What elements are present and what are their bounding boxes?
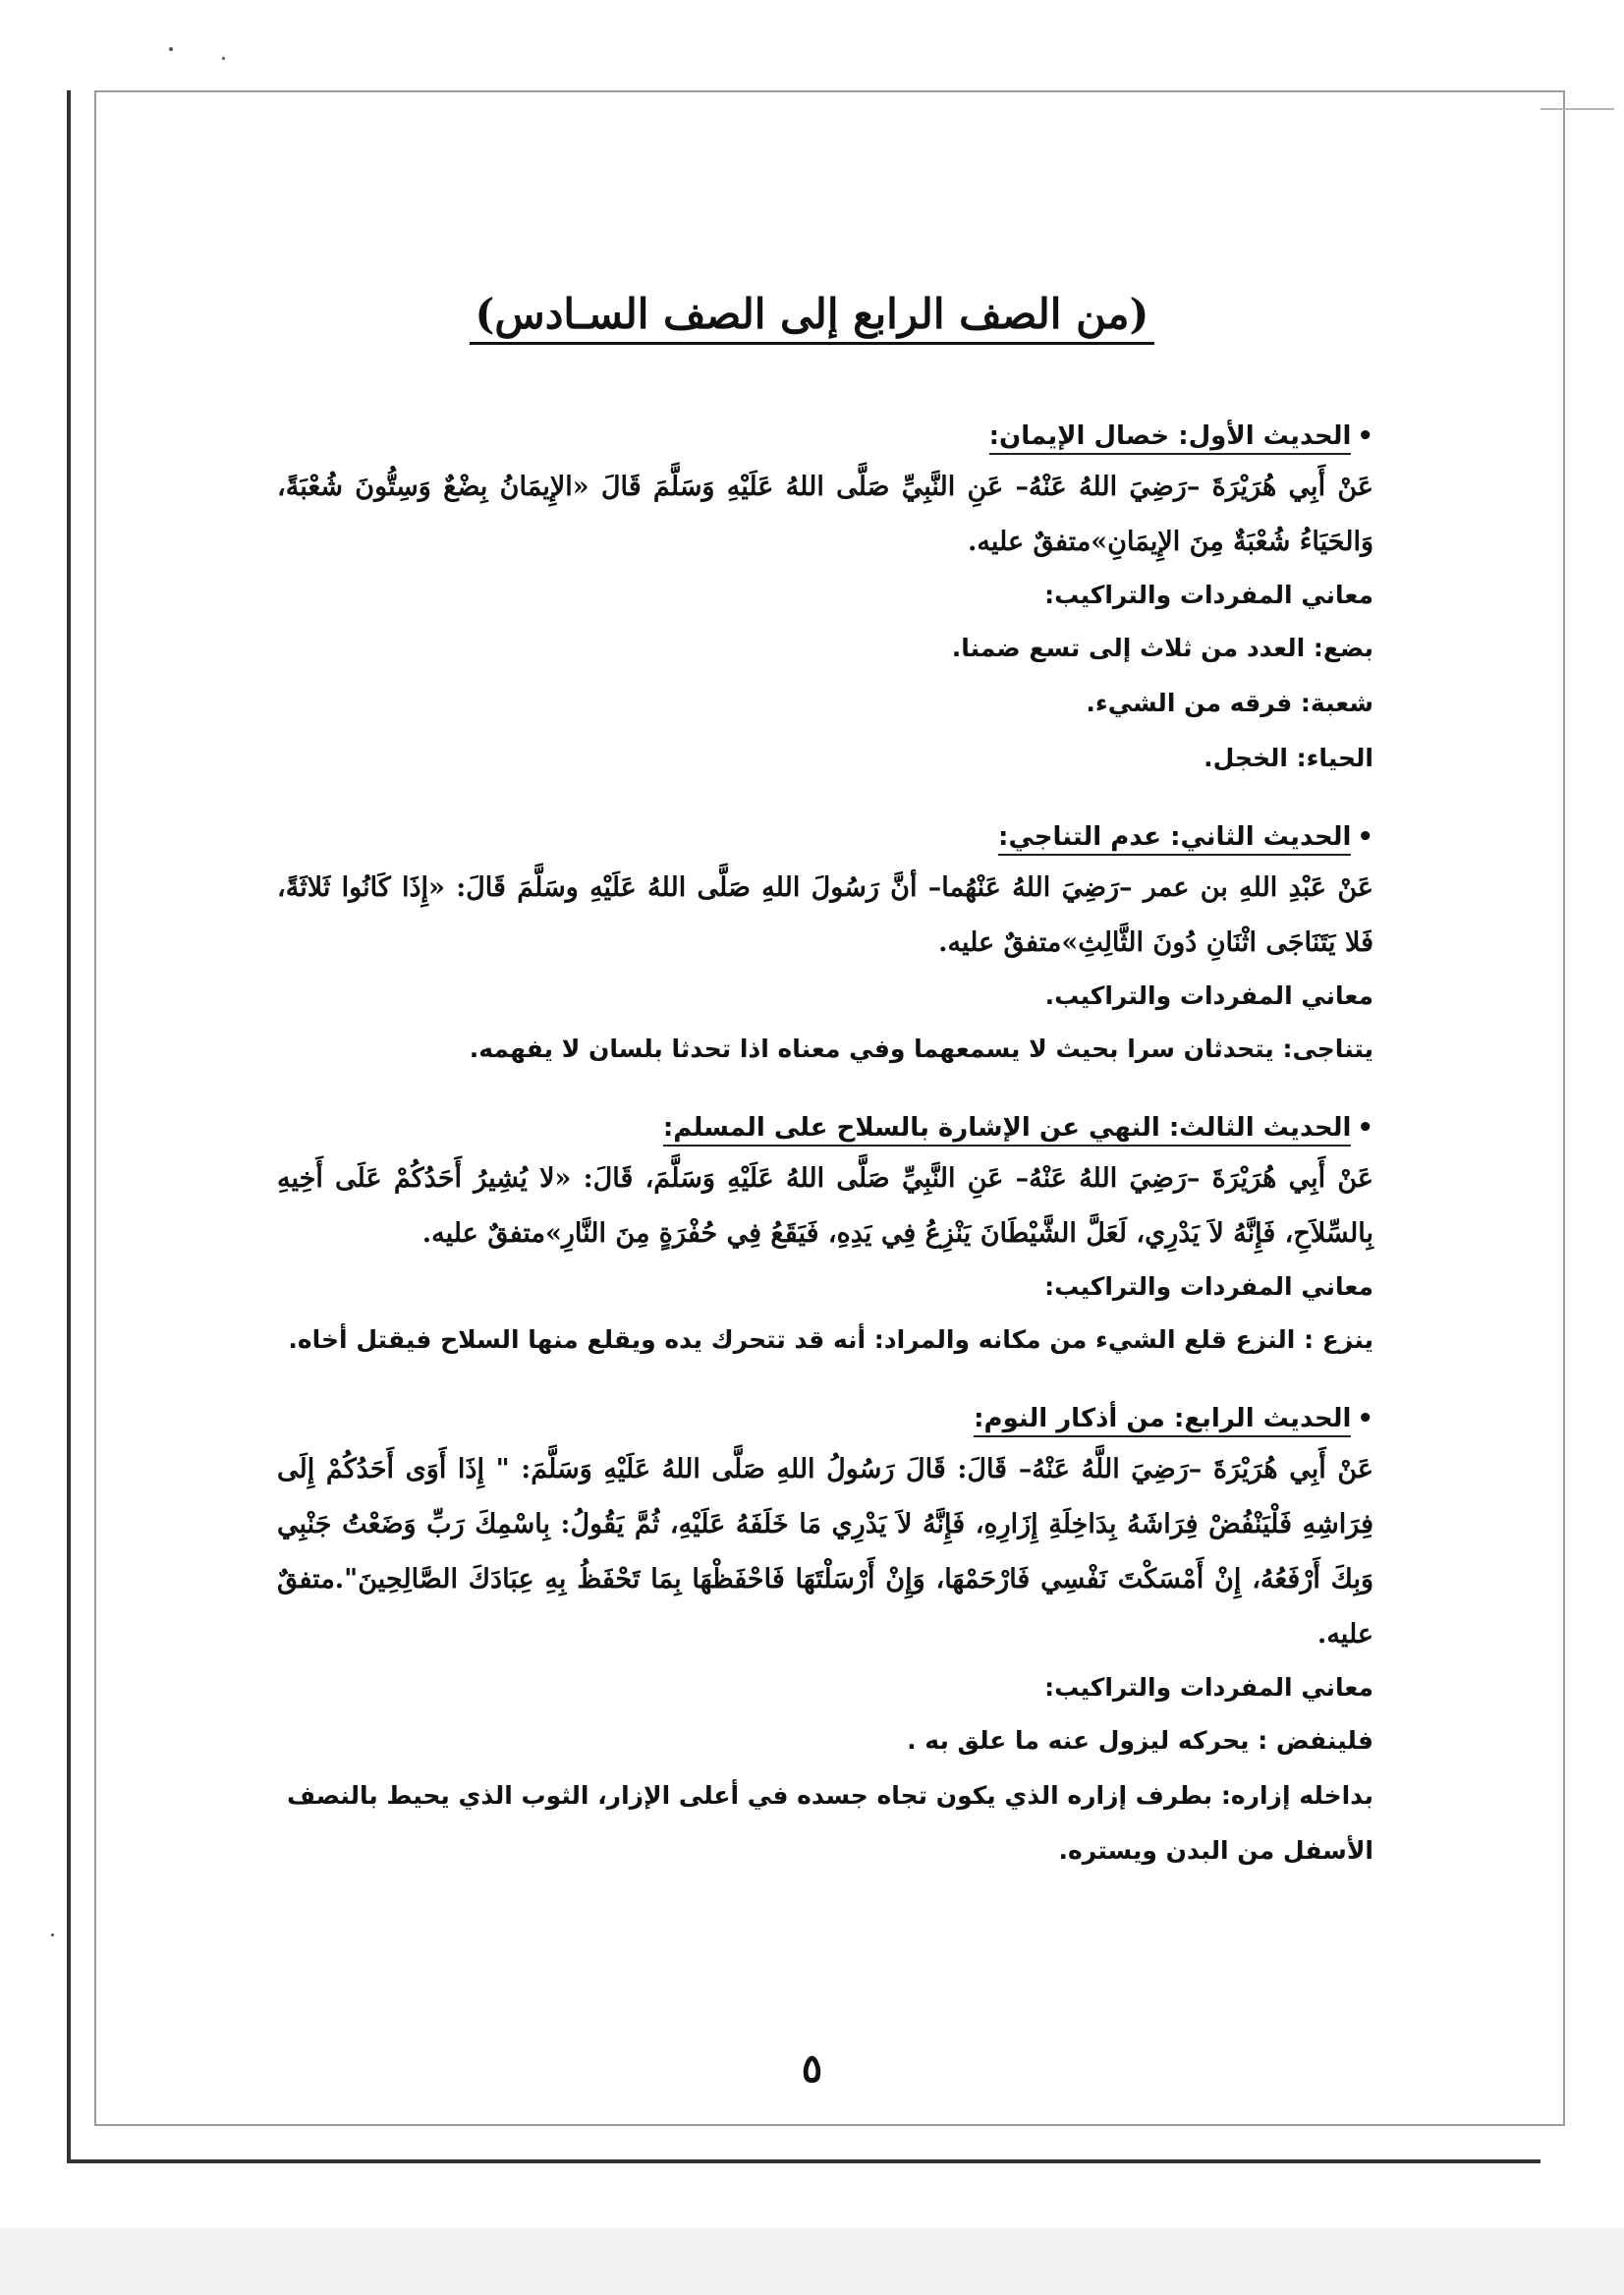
bullet-icon: • xyxy=(1357,421,1373,451)
hadith-text: عَنْ أَبِي هُرَيْرَةَ –رَضِيَ اللهُ عَنْهُ– عَنِ النَّبِيِّ صَلَّى اللهُ عَلَيْهِ وَسَلَّمَ قَالَ «الإِيمَانُ بِضْعٌ وَسِتُّونَ شُعْبَةً، وَالحَيَاءُ شُعْبَةٌ مِنَ الإِيمَانِ»متفقٌ عليه. xyxy=(277,472,1373,557)
vocab-item: بضع: العدد من ثلاث إلى تسع ضمنا. xyxy=(951,634,1373,662)
hadith-text: عَنْ أَبِي هُرَيْرَةَ –رَضِيَ اللهُ عَنْهُ– عَنِ النَّبِيِّ صَلَّى اللهُ عَلَيْهِ وَسَلَّمَ، قَالَ: «لا يُشِيرُ أَحَدُكُمْ عَلَى أَخِيهِ بِالسِّلاَحِ، فَإِنَّهُ لاَ يَدْرِي، لَعَلَّ الشَّيْطَانَ يَنْزِعُ فِي يَدِهِ، فَيَقَعُ فِي حُفْرَةٍ مِنَ النَّارِ»متفقٌ عليه. xyxy=(277,1163,1373,1249)
hadith-heading-text: الحديث الأول: خصال الإيمان: xyxy=(989,421,1352,455)
vocab-title: معاني المفردات والتراكيب: xyxy=(1044,1673,1373,1702)
bullet-icon: • xyxy=(1357,822,1373,852)
hadith-heading xyxy=(277,413,1373,460)
scan-bottom-shade xyxy=(0,2228,1624,2295)
hadith-2 xyxy=(277,813,1373,1077)
hadith-4 xyxy=(277,1395,1373,1878)
hadith-3 xyxy=(277,1104,1373,1368)
hadith-text: عَنْ أَبِي هُرَيْرَةَ –رَضِيَ اللَّهُ عَنْهُ– قَالَ: قَالَ رَسُولُ اللهِ صَلَّى اللهُ عَلَيْهِ وَسَلَّمَ: " إِذَا أَوَى أَحَدُكُمْ إِلَى فِرَاشِهِ فَلْيَنْفُضْ فِرَاشَهُ بِدَاخِلَةِ إِزَارِهِ، فَإِنَّهُ لاَ يَدْرِي مَا خَلَفَهُ عَلَيْهِ، ثُمَّ يَقُولُ: بِاسْمِكَ رَبِّ وَضَعْتُ جَنْبِي وَبِكَ أَرْفَعُهُ، إِنْ أَمْسَكْتَ نَفْسِي فَارْحَمْهَا، وَإِنْ أَرْسَلْتَهَا فَاحْفَظْهَا بِمَا تَحْفَظُ بِهِ عِبَادَكَ الصَّالِحِينَ".متفقٌ عليه. xyxy=(277,1454,1373,1650)
vocab-item: بداخله إزاره: بطرف إزاره الذي يكون تجاه جسده في أعلى الإزار، الثوب الذي يحيط بالنصف الأسفل من البدن ويستره. xyxy=(286,1781,1373,1865)
vocab-item: شعبة: فرقه من الشيء. xyxy=(1086,689,1373,717)
page-border-left xyxy=(67,90,71,2161)
scan-speck xyxy=(222,57,225,60)
hadith-heading xyxy=(277,813,1373,861)
hadith-heading xyxy=(277,1395,1373,1442)
hadith-heading-text: الحديث الثاني: عدم التناجي: xyxy=(998,822,1351,856)
vocab-title: معاني المفردات والتراكيب: xyxy=(1044,1272,1373,1301)
vocab-item: فلينفض : يحركه ليزول عنه ما علق به . xyxy=(907,1726,1373,1755)
hadith-heading-text: الحديث الثالث: النهي عن الإشارة بالسلاح على المسلم: xyxy=(663,1113,1352,1147)
hadith-heading-text: الحديث الرابع: من أذكار النوم: xyxy=(974,1404,1351,1437)
hadith-text: عَنْ عَبْدِ اللهِ بن عمر –رَضِيَ اللهُ عَنْهُما– أنَّ رَسُولَ اللهِ صَلَّى اللهُ عَلَيْهِ وسَلَّمَ قَالَ: «إِذَا كَانُوا ثَلاثَةً، فَلا يَتَنَاجَى اثْنَانِ دُونَ الثَّالِثِ»متفقٌ عليه. xyxy=(277,872,1373,958)
scan-speck xyxy=(169,47,173,51)
scan-speck xyxy=(51,1933,54,1936)
vocab-title: معاني المفردات والتراكيب. xyxy=(1044,981,1373,1010)
page-number: ٥ xyxy=(801,2045,823,2092)
bullet-icon: • xyxy=(1357,1113,1373,1143)
hadith-1 xyxy=(277,413,1373,786)
vocab-item: ينزع : النزع قلع الشيء من مكانه والمراد: أنه قد تتحرك يده ويقلع منها السلاح فيقتل أخاه. xyxy=(288,1325,1373,1354)
vocab-item: يتناجى: يتحدثان سرا بحيث لا يسمعهما وفي معناه اذا تحدثا بلسان لا يفهمه. xyxy=(469,1035,1373,1063)
page-border-bottom xyxy=(67,2159,1540,2163)
hadith-heading xyxy=(277,1104,1373,1151)
vocab-item: الحياء: الخجل. xyxy=(1204,744,1373,772)
frame-corner-mark xyxy=(1540,90,1614,110)
page-title-text: (من الصف الرابع إلى الصف السـادس) xyxy=(470,290,1155,345)
vocab-title: معاني المفردات والتراكيب: xyxy=(1044,581,1373,609)
hadith-content xyxy=(277,413,1373,1906)
bullet-icon: • xyxy=(1357,1404,1373,1433)
page-title xyxy=(0,290,1624,345)
